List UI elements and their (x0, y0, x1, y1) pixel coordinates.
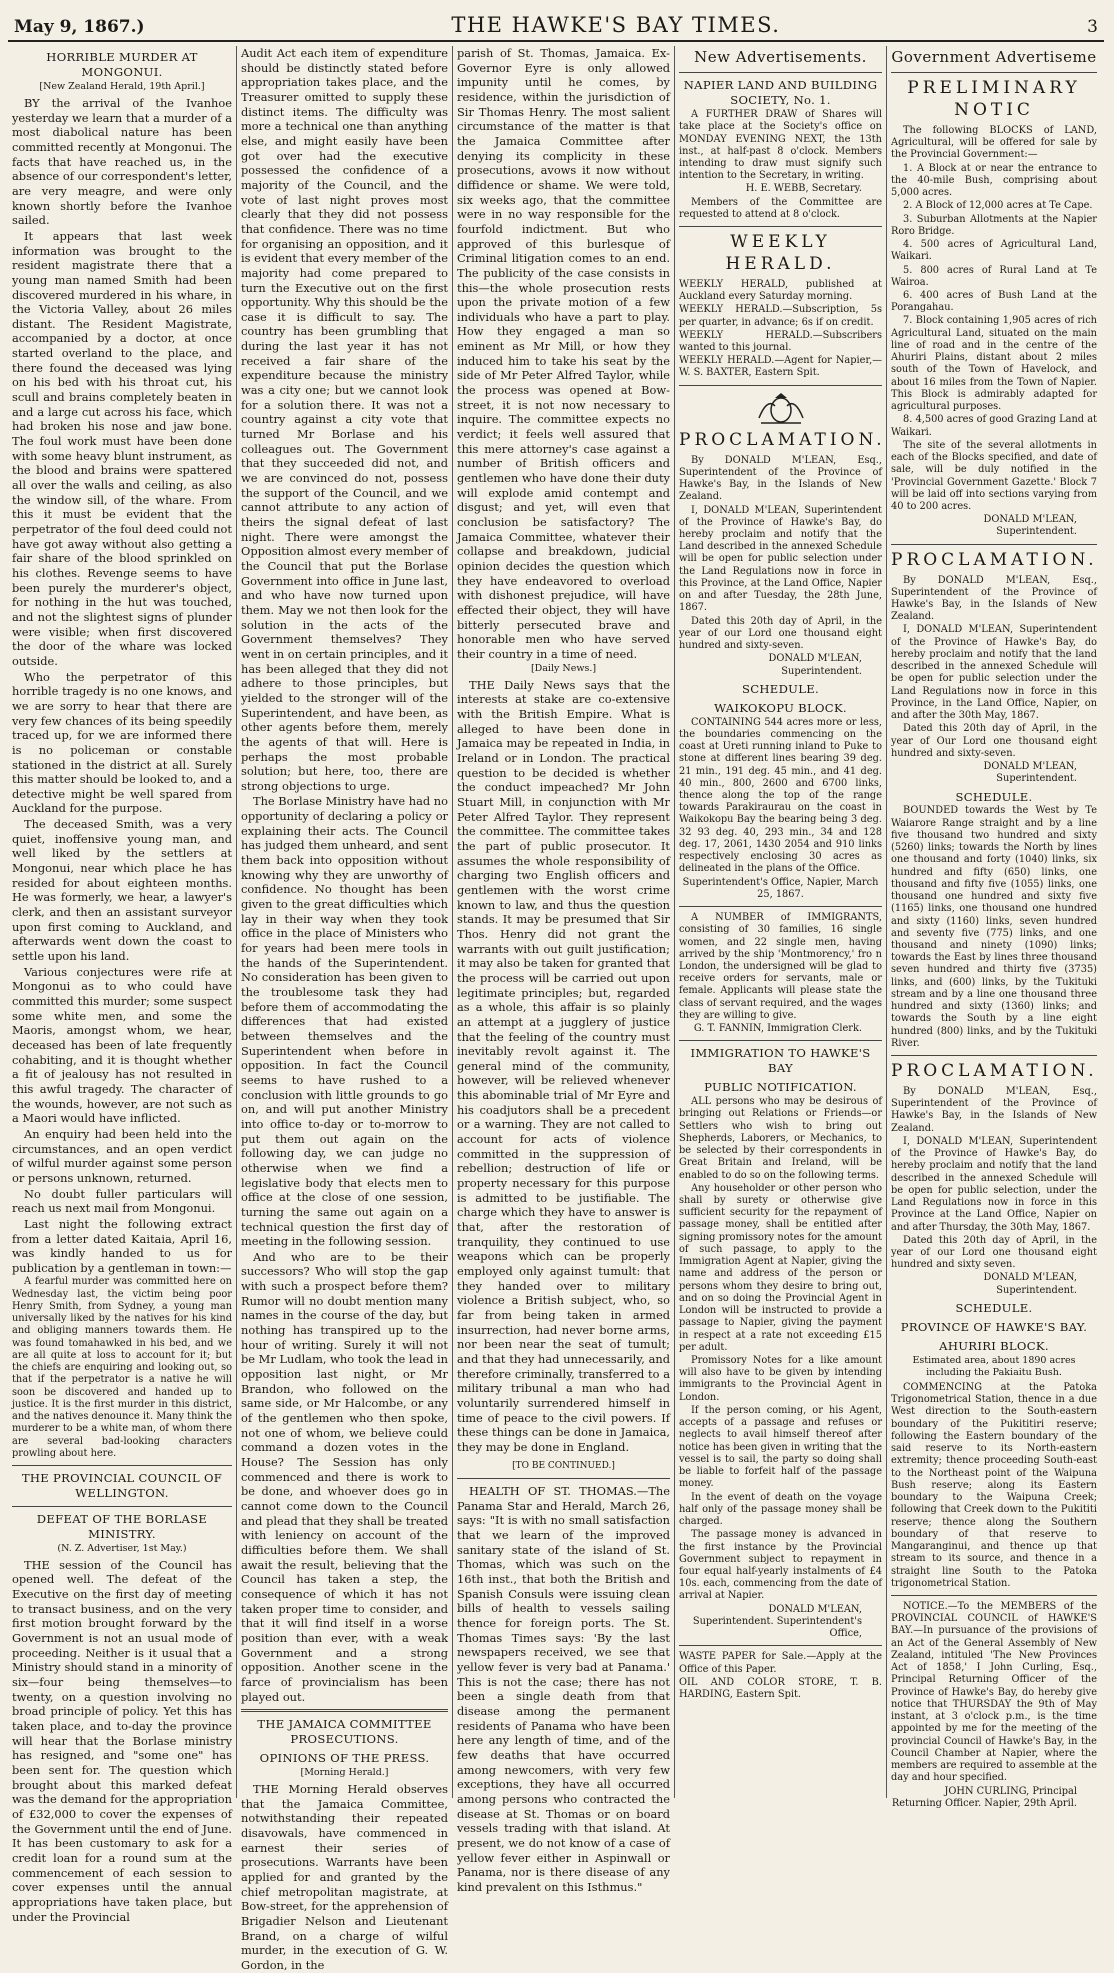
page-number: 3 (1087, 17, 1098, 37)
source-morning-herald: [Morning Herald.] (300, 1766, 389, 1778)
subheadline-opinions: OPINIONS OF THE PRESS. (259, 1750, 430, 1765)
divider (891, 544, 1097, 545)
divider (679, 906, 882, 907)
ad-text: ALL persons who may be desirous of bringing out Relations or Friends—or Settlers who wish to bring out Shepherds, Laborers, or Mechanics, to be selected by their correspondents in Great Britain and Ireland, will be enabled to do so on the following terms. (679, 1096, 882, 1181)
headline-murder: HORRIBLE MURDER AT MONGONUI. (46, 50, 198, 79)
column-2 (237, 46, 453, 1972)
ad-signature: DONALD M'LEAN, Superintendent. (983, 761, 1077, 785)
divider (679, 1645, 882, 1646)
preliminary-notice-heading: PRELIMINARY NOTIC (907, 78, 1081, 121)
ad-text: CONTAINING 544 acres more or less, the boundaries commencing on the coast at Ureti running inland to Puke to stone at different lines bearing 39 deg. 21 min., 191 deg. 45 min., and 41 deg. 40 min., 800, 2600 and 6700 links, thence along the top of the range towards Parakiraurau on the coast in Waikokopu Bay the bearing being 3 deg. 32 93 deg. 40, 293 min., 34 and 128 deg. 17, 2061, 1430 2054 and 910 links respectively enclosing 30 acres as delineated in the plans of the Office. (679, 716, 882, 875)
ad-text: I, DONALD M'LEAN, Superintendent of the Province of Hawke's Bay, do hereby proclaim and notify that the land described in the annexed Schedule will be open for public selection under the Land Regulations now in force in this Province, in the Land Office, Napier, on and after the 30th May, 1867. (891, 624, 1097, 722)
ad-signature: H. E. WEBB, Secretary. (745, 183, 862, 195)
ad-text: I, DONALD M'LEAN, Superintendent of the Province of Hawke's Bay, do hereby proclaim and notify that the Land described in the annexed Schedule will be open for public selection under the Land Regulations now in force in this Province, at the Land Office, Napier on and after Tuesday, the 28th June, 1867. (679, 504, 882, 614)
ad-text: Dated this 20th day of April, in the year of our Lord one thousand eight hundred and sixty-seven. (679, 615, 882, 652)
article-paragraph: Who the perpetrator of this horrible tragedy is no one knows, and we are sorry to hear that there are very few chances of its being speedily traced up, for we are informed there is no policeman or constable stationed in the district at all. Surely this matter should be looked to, and a detective might be well spared from Auckland for the purpose. (12, 669, 232, 816)
list-item: 3. Suburban Allotments at the Napier Roro Bridge. (891, 213, 1097, 237)
ad-signature: G. T. FANNIN, Immigration Clerk. (693, 1023, 862, 1035)
article-paragraph: Audit Act each item of expenditure should be distinctly stated before appropriation takes place, and the Treasurer omitted to supply these distinct items. The difficulty was more a technical one than anything else, and might easily have been got over had the executive possessed the confidence of a majority of the Council, and the vote of last night proves most clearly that they did not possess that confidence. There was no time for organising an opposition, and it is evident that every member of the majority had come prepared to turn the Executive out on the first opportunity. Why this should be the case it is difficult to say. The country has been grumbling that during the last year it has not received a fair share of the expenditure because the ministry was a city one; but we cannot look for a solution there. It was not a country against a city vote that turned Mr Borlase and his colleagues out. The Government that they succeeded did not, and we are convinced do not, possess the support of the Council, and we cannot attribute to any action of theirs the signal defeat of last night. There were amongst the Opposition almost every member of the Council that put the Borlase Government into office in June last, and who have now turned upon them. May we not then look for the solution in the acts of the Government themselves? They went in on certain principles, and it has been alleged that they did not adhere to those principles, but yielded to the stronger will of the Superintendent, and have been, as other agents before them, merely the agents of that will. Here is perhaps the most probable solution; but here, too, there are strong objections to urge. (241, 46, 448, 793)
article-paragraph: Last night the following extract from a letter dated Kaitaia, April 16, was kindly handed to us for publication by a gentleman in town:— (12, 1216, 232, 1275)
article-paragraph: The Borlase Ministry have had no opportunity of declaring a policy or explaining their acts. The Council has judged them unheard, and sent them back into opposition without knowing why they are unworthy of confidence. No thought has been given to the great difficulties which lay in their way when they took office in the place of Ministers who for years had been mere tools in the hands of the Superintendent. No consideration has been given to the troublesome task they had before them of accommodating the differences that had existed between themselves and the Superintendent when before in opposition. In fact the Council seems to have rushed to a conclusion with little grounds to go on, and will put another Ministry into office to-day or to-morrow to put them out again on the following day, we can judge no otherwise when we find a legislative body that elects men to office at the close of one session, turning the same out again on a technical question the first day of meeting in the following session. (241, 794, 448, 1249)
ad-text: In the event of death on the voyage half only of the passage money shall be charged. (679, 1491, 882, 1528)
ad-text: WEEKLY HERALD.—Agent for Napier,—W. S. BAXTER, Eastern Spit. (679, 355, 882, 379)
source-advertiser: (N. Z. Advertiser, 1st May.) (57, 1542, 187, 1554)
divider (12, 1506, 232, 1507)
list-item: 7. Block containing 1,905 acres of rich Agricultural Land, situated on the main line of road and in the centre of the Ahuriri Plains, distant about 2 miles south of the Town of Havelock, and about 16 miles from the Town of Napier. This Block is admirably adapted for agricultural purposes. (891, 315, 1097, 413)
immigration-heading: IMMIGRATION TO HAWKE'S BAY (690, 1046, 871, 1076)
article-paragraph: BY the arrival of the Ivanhoe yesterday we learn that a murder of a most diabolical nature has been committed recently at Mongonui. The facts that have reached us, in the absence of our correspondent's letter, are very meagre, and were only known shortly before the Ivanhoe sailed. (12, 95, 232, 228)
ad-signature: DONALD M'LEAN, Superintendent. (983, 1272, 1077, 1296)
divider (679, 72, 882, 73)
public-notification-heading: PUBLIC NOTIFICATION. (704, 1080, 857, 1095)
headline-jamaica: THE JAMAICA COMMITTEE PROSECUTIONS. (257, 1717, 432, 1747)
divider (241, 1709, 448, 1712)
list-item: 6. 400 acres of Bush Land at the Porangahau. (891, 290, 1097, 314)
ad-text: A NUMBER of IMMIGRANTS, consisting of 30 families, 16 single women, and 22 single men, having arrived by the ship 'Montmorency,' fro n London, the undersigned will be glad to receive orders for servants, male or female. Applicants will please state the class of servant required, and the wages they are willing to give. (679, 912, 882, 1021)
list-item: 1. A Block at or near the entrance to the 40-mile Bush, comprising about 5,000 acres. (891, 162, 1097, 199)
source-daily-news: [Daily News.] (530, 662, 597, 674)
ad-text: Promissory Notes for a like amount will also have to be given by intending immigrants to the Provincial Agent in London. (679, 1355, 882, 1403)
ad-text: The following BLOCKS of LAND, Agricultural, will be offered for sale by the Provincial Government:— (891, 124, 1097, 161)
list-item: 8. 4,500 acres of good Grazing Land at Waikari. (891, 414, 1097, 438)
issue-date: May 9, 1867.) (14, 17, 145, 37)
ad-text: Members of the Committee are requested to attend at 8 o'clock. (679, 196, 882, 220)
divider (457, 1478, 670, 1479)
ad-text: By DONALD M'LEAN, Esq., Superintendent of the Province of Hawke's Bay, in the Islands of New Zealand. (679, 454, 882, 503)
block-area: Estimated area, about 1890 acres including the Pakiaitu Bush. (912, 1354, 1076, 1378)
article-paragraph: parish of St. Thomas, Jamaica. Ex-Governor Eyre is only allowed impunity until he comes, by residence, within the jurisdiction of Sir Thomas Henry. The most salient circumstance of the matter is that the Jamaica Committee after denying its complicity in these prosecutions, avows it now without diffidence or shame. We were told, six weeks ago, that the committee were in no way responsible for the fourfold indictment. But who approved of this burlesque of Criminal litigation comes to an end. The publicity of the case consists in this—the whole prosecution rests upon the private motion of a few individuals who have a part to play. How they engaged a man so eminent as Mr Mill, or how they induced him to take his seat by the side of Mr Peter Alfred Taylor, while the process was opened at Bow-street, it is not now necessary to inquire. The committee expects no verdict; it feels well assured that this mere attorney's case against a number of British officers and gentlemen who have done their duty will explode amid contempt and disgust; and yet, will even that conclusion be satisfactory? The Jamaica Committee, whatever their collapse and breakdown, judicial opinion decides the question which they have endeavored to overload with dishonest prejudice, will have effected their object, they will have bitterly persecuted brave and honorable men who have served their country in a time of need. (457, 46, 670, 661)
headline-defeat: DEFEAT OF THE BORLASE MINISTRY. (36, 1511, 208, 1541)
article-paragraph: The deceased Smith, was a very quiet, inoffensive young man, and well liked by the settlers at Mongonui, near which place he has resided for about eighteen months. He was formerly, we hear, a lawyer's clerk, and then an assistant surveyor upon first coming to Auckland, and afterwards went down the coast to settle upon his land. (12, 817, 232, 964)
article-paragraph: It appears that last week information was brought to the resident magistrate there that a young man named Smith had been discovered murdered in his whare, in the Victoria Valley, about 26 miles distant. The Resident Magistrate, accompanied by a doctor, at once started overland to the place, and there found the deceased was lying on his bed with his throat cut, his scull and brains completely beaten in and a large cut across his face, which had broken his nose and jaw bone. The foul work must have been done with some heavy blunt instrument, as the blood and brains were spattered all over the walls and ceiling, as also the window sill, of the whare. From this it must be evident that the perpetrator of the foul deed could not have got away without also getting a fair share of the blood sprinkled on his clothes. Revenge seems to have been purely the murderer's object, for nothing in the hut was touched, and not the slightest signs of plunder were visible; when first discovered the door of the whare was locked outside. (12, 228, 232, 668)
ad-text: The passage money is advanced in the first instance by the Provincial Government subject to repayment in four equal half-yearly instalments of £4 10s. each, commencing from the date of arrival at Napier. (679, 1529, 882, 1602)
proclamation-heading: PROCLAMATION. (891, 549, 1098, 570)
ad-text: Any householder or other person who shall by surety or otherwise give sufficient security for the repayment of passage money, shall be entitled after signing promissory notes for the amount of such passage, to apply to the Immigration Agent at Napier, giving the name and address of the person or persons whom they desire to bring out, and on so doing the Provincial Agent in London will be instructed to provide a passage to Napier, giving the payment in respect at a rate not exceeding £15 per adult. (679, 1182, 882, 1353)
masthead (8, 8, 1104, 42)
divider (891, 1595, 1097, 1596)
ad-text: If the person coming, or his Agent, accepts of a passage and refuses or neglects to avail himself thereof after notice has been given in writing that the vessel is to sail, the party so doing shall be liable to forfeit half of the passage money. (679, 1404, 882, 1490)
ad-text: WEEKLY HERALD.—Subscribers wanted to this journal. (679, 329, 882, 354)
article-paragraph: HEALTH OF ST. THOMAS.—The Panama Star and Herald, March 26, says: "It is with no small satisfaction that we learn of the improved sanitary state of the island of St. Thomas, which was such on the 16th inst., that both the British and Spanish Consuls were issuing clean bills of health to vessels sailing thence for foreign ports. The St. Thomas Times says: 'By the last newspapers received, we see that yellow fever is very bad at Panama.' This is not the case; there has not been a single death from that disease among the permanent residents of Panama who have been here any length of time, and of the few deaths that have occurred among newcomers, with very few exceptions, they have all occurred among persons who contracted the disease at St. Thomas or on board vessels trading with that island. At present, we do not know of a case of yellow fever either in Aspinwall or Panama, nor is there disease of any kind prevalent on this Isthmus." (457, 1484, 670, 1894)
article-paragraph: And who are to be their successors? Who will stop the gap with such a prospect before them? Rumor will no doubt mention many names in the course of the day, but nothing has transpired up to the hour of writing. Surely it will not be Mr Ludlam, who took the lead in opposition last night, or Mr Brandon, who followed on the same side, or Mr Halcombe, or any of the gentlemen who then spoke, not one of whom, we believe could command a dozen votes in the House? The Session has only commenced and there is work to be done, and whoever does go in cannot come down to the Council and plead that they shall be treated with leniency on account of the difficulties before them. We shall await the result, believing that the Council has taken a step, the consequence of which it has not taken proper time to consider, and that it will find itself in a worse position than ever, with a weak Government and a strong opposition. Another scene in the farce of provincialism has been played out. (241, 1249, 448, 1704)
ad-text: I, DONALD M'LEAN, Superintendent of the Province of Hawke's Bay, do hereby proclaim and notify that the land described in the annexed Schedule will be open for public selection, under the Land Regulations now in force in this Province at the Land Office, Napier on and after Thursday, the 30th May, 1867. (891, 1135, 1097, 1233)
ad-text: By DONALD M'LEAN, Esq., Superintendent of the Province of Hawke's Bay, in the Islands of New Zealand. (891, 574, 1097, 623)
new-advertisements-heading: New Advertisements. (694, 48, 867, 66)
ad-text: Dated this 20th day of April, in the year of Our Lord one thousand eight hundred and sixty-seven. (891, 723, 1097, 759)
to-be-continued: [TO BE CONTINUED.] (512, 1460, 615, 1471)
ad-signature: JOHN CURLING, Principal Returning Officer. Napier, 29th April. (891, 1785, 1077, 1809)
divider (679, 1040, 882, 1041)
schedule-heading: SCHEDULE. (741, 681, 819, 696)
office-dateline: Superintendent's Office, Napier, March 25, 1867. (682, 876, 879, 900)
ad-text: BOUNDED towards the West by Te Waiarore Range straight and by a line five thousand two hundred and sixty (5260) links; towards the North by lines one thousand and forty (1040) links, six hundred and fifty (650) links, one thousand and fifty five (1055) links, one thousand one hundred and sixty five (1165) links, one thousand one hundred and sixty (1160) links, seven hundred and seventy five (775) links, and one thousand and ninety (1090) links; towards the East by lines three thousand seven hundred and thirty five (3735) links, and (600) links, by the Tukituki stream and by a line one thousand three hundred and sixty (1360) links; and towards the South by a line eight hundred (800) links, and by the Tukituki River. (891, 805, 1097, 1049)
article-paragraph: THE Morning Herald observes that the Jamaica Committee, notwithstanding their repeated disavowals, have commenced in earnest their series of prosecutions. Warrants have been applied for and granted by the chief metropolitan magistrate, at Bow-street, for the apprehension of Brigadier Nelson and Lieutenant Brand, on a charge of wilful murder, in the execution of G. W. Gordon, in the (241, 1782, 448, 1972)
column-4 (675, 46, 887, 1798)
article-paragraph: An enquiry had been held into the circumstances, and an open verdict of wilful murder against some person or persons unknown, returned. (12, 1126, 232, 1185)
ad-text: A FURTHER DRAW of Shares will take place at the Society's office on MONDAY EVENING NEXT, the 13th inst., at half-past 8 o'clock. Members intending to draw must signify such intention to the Secretary, in writing. (679, 109, 882, 182)
list-item: 4. 500 acres of Agricultural Land, Waikari. (891, 239, 1097, 263)
ad-text: By DONALD M'LEAN, Esq., Superintendent of the Province of Hawke's Bay, in the Islands of New Zealand. (891, 1085, 1097, 1134)
divider (679, 226, 882, 227)
ad-text: WASTE PAPER for Sale.—Apply at the Office of this Paper. (679, 1651, 882, 1675)
article-paragraph: Various conjectures were rife at Mongonui as to who could have committed this murder; some suspect some white men, and some the Maoris, amongst whom, we hear, deceased has been of late frequently cohabiting, and it is thought whether a fit of jealousy has not resulted in this awful tragedy. The character of the wounds, however, are not such as a Maori would have inflicted. (12, 964, 232, 1126)
proclamation-heading: PROCLAMATION. (891, 1061, 1098, 1082)
weekly-herald-heading: WEEKLY HERALD. (725, 232, 836, 274)
ad-text: COMMENCING at the Patoka Trigonometrical Station, thence in a due West direction to the South-eastern boundary of the Pukititiri reserve; following the Eastern boundary of the said reserve to its North-eastern extremity; thence proceeding South-east to the Northeast point of the Waipuna Bush reserve; along its Eastern boundary to the Waipuna Creek; following that Creek down to the Pukititi reserve; thence along the Southern boundary of that reserve to Mangaranginui, and thence up that stream to its source, and thence in a straight line South to the Patoka trigonometrical Station. (891, 1382, 1097, 1589)
column-5 (887, 46, 1101, 1809)
coat-of-arms-icon (755, 392, 807, 426)
schedule-heading: SCHEDULE. (955, 789, 1033, 804)
source-herald: [New Zealand Herald, 19th April.] (39, 80, 205, 92)
ad-text: WEEKLY HERALD, published at Auckland every Saturday morning. (679, 278, 882, 303)
ad-text: WEEKLY HERALD.—Subscription, 5s per quarter, in advance; 6s if on credit. (679, 304, 882, 328)
ad-signature: DONALD M'LEAN, Superintendent. (983, 514, 1077, 538)
list-item: 5. 800 acres of Rural Land at Te Wairoa. (891, 264, 1097, 288)
headline-council: THE PROVINCIAL COUNCIL OF WELLINGTON. (21, 1471, 223, 1500)
proclamation-heading: PROCLAMATION. (679, 429, 886, 450)
ad-heading: NAPIER LAND AND BUILDING SOCIETY, No. 1. (683, 78, 878, 108)
column-3 (453, 46, 675, 1894)
column-1 (8, 46, 237, 1924)
government-advertisements-heading: Government Advertiseme (891, 48, 1097, 66)
divider (679, 385, 882, 386)
schedule-heading: SCHEDULE. (955, 1300, 1033, 1315)
ad-text: Dated this 20th day of April, in the year of our Lord one thousand eight hundred and sixty seven. (891, 1234, 1097, 1271)
ad-text: NOTICE.—To the MEMBERS of the PROVINCIAL COUNCIL of HAWKE'S BAY.—In pursuance of the provisions of an Act of the General Assembly of New Zealand, intituled 'The New Provinces Act of 1858,' I John Curling, Esq., Principal Returning Officer of the Province of Hawke's Bay, do hereby give notice that THURSDAY the 9th of May instant, at 3 o'clock p.m., is the time appointed by me for the meeting of the provincial Council of Hawke's Bay, in the Council Chamber at Napier, where the members are required to assemble at the day and hour specified. (891, 1600, 1097, 1784)
block-heading: AHURIRI BLOCK. (939, 1338, 1049, 1353)
letter-extract: A fearful murder was committed here on Wednesday last, the victim being poor Henry Smith, from Sydney, a young man universally liked by the natives for his kind and obliging manners towards them. He was found tomahawked in his bed, and we are all quite at loss to account for it; but the chiefs are enquiring and looking out, so that if the perpetrator is a native he will soon be discovered and handed up to justice. It is the first murder in this district, and the natives denounce it. Many think the murderer to be a white man, of whom there are several bad-looking characters prowling about here. (12, 1276, 232, 1459)
ad-text: OIL AND COLOR STORE, T. B. HARDING, Eastern Spit. (679, 1676, 882, 1701)
divider (891, 1055, 1097, 1056)
ad-text: The site of the several allotments in each of the Blocks specified, and date of sale, will be duly notified in the 'Provincial Government Gazette.' Block 7 will be laid off into sections varying from 40 to 200 acres. (891, 439, 1097, 512)
newspaper-title: THE HAWKE'S BAY TIMES. (451, 13, 781, 37)
article-paragraph: THE Daily News says that the interests at stake are co-extensive with the British Empire. What is alleged to have been done in Jamaica may be repeated in India, in Ireland or in London. The practical question to be decided is whether the conduct impeached? Mr John Stuart Mill, in conjunction with Mr Peter Alfred Taylor. They represent the committee. The committee takes the part of public prosecutor. It assumes the whole responsibility of charging two English officers and gentlemen with the worst crime known to law, and thus the question stands. It may be presumed that Sir Thos. Henry did not grant the warrants with out guilt justification; it may also be taken for granted that the process will be carried out upon legitimate principles; but, regarded as a whole, this affair is so plainly an attempt at a jugglery of justice that the feeling of the country must inevitably revolt against it. The general mind of the community, however, will be relieved whenever this abominable trial of Mr Eyre and his coadjutors shall be a precedent or a warning. They are not called to account for acts of violence committed in the suppression of rebellion; destruction of life or property necessary for this purpose is admitted to be justifiable. The charge which they have to answer is that, after the restoration of tranquility, they continued to use weapons which can be properly employed only against tumult: that they handed over to military violence a British subject, who, so far from being taken in armed insurrection, had never borne arms, nor been near the seat of tumult; and that they had unnecessarily, and therefore criminally, transferred to a military tribunal a man who had voluntarily surrendered himself in time of peace to the civil powers. If these things can be done in Jamaica, they may be done in England. (457, 677, 670, 1454)
divider (891, 72, 1097, 73)
ad-signature: DONALD M'LEAN, Superintendent. (768, 653, 862, 677)
block-heading: WAIKOKOPU BLOCK. (714, 700, 847, 715)
list-item: 2. A Block of 12,000 acres at Te Cape. (903, 200, 1093, 212)
columns (8, 46, 1104, 1972)
province-heading: PROVINCE OF HAWKE'S BAY. (900, 1319, 1088, 1334)
article-paragraph: THE session of the Council has opened well. The defeat of the Executive on the first day of meeting to transact business, and on the very first motion brought forward by the Government is not an usual mode of proceeding. Neither is it usual that a Ministry should stand in a minority of six—four being themselves—to twenty, on a question involving no broad principle of policy. Yet this has taken place, and to-day the province will hear that the Borlase ministry has resigned, and "some one" has been sent for. The question which brought about this marked defeat was the demand for the appropriation of £32,000 to cover the expenses of the Government until the end of June. It has been customary to ask for a credit loan for a round sum at the commencement of each session to cover expenses until the annual appropriations have taken place, but under the Provincial (12, 1557, 232, 1924)
article-paragraph: No doubt fuller particulars will reach us next mail from Mongonui. (12, 1186, 232, 1216)
ad-signature: DONALD M'LEAN, Superintendent. Superintendent's Office, (692, 1603, 862, 1640)
divider (12, 1465, 232, 1466)
